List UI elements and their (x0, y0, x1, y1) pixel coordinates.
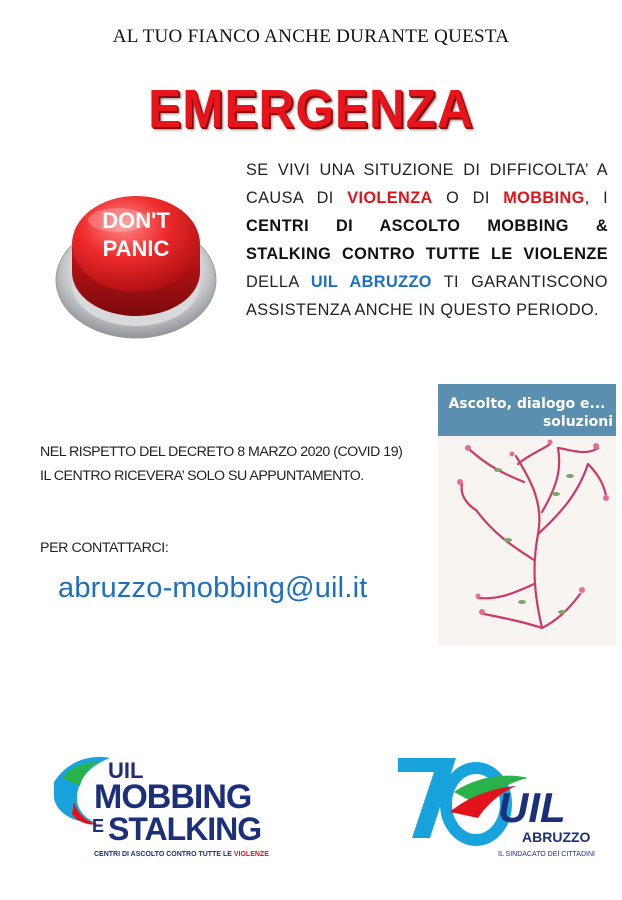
uil-mobbing-stalking-logo (48, 752, 308, 862)
keyword-mobbing: MOBBING (503, 189, 585, 207)
decree-line-1: NEL RISPETTO DEL DECRETO 8 MARZO 2020 (COVID 19) (40, 444, 403, 460)
uil-abruzzo-logo (394, 752, 606, 864)
logo-uil-text: UIL (108, 758, 144, 783)
tree-card-title-line1: Ascolto, dialogo e... (448, 396, 606, 412)
intro-text: DELLA (246, 273, 311, 291)
intro-text: O DI (432, 189, 504, 207)
button-text-line1: DON'T (102, 208, 170, 233)
intro-text: TI GARANTISCONO ASSISTENZA ANCHE IN QUESTO PERIODO. (246, 273, 608, 319)
tree-card-title-line2: soluzioni (542, 414, 614, 430)
logo-ms-tagline: CENTRI DI ASCOLTO CONTRO TUTTE LE VIOLENZE (94, 851, 269, 858)
logo-e-text: E (92, 816, 105, 836)
logo-stalking-text: STALKING (108, 811, 262, 847)
logo-uil-tagline: IL SINDACATO DEI CITTADINI (498, 851, 595, 858)
uil-abruzzo-name: UIL ABRUZZO (310, 273, 432, 291)
decree-line-2: IL CENTRO RICEVERA’ SOLO SU APPUNTAMENTO. (40, 468, 364, 484)
button-text-line2: PANIC (102, 236, 170, 261)
emergency-headline: EMERGENZA (148, 79, 474, 139)
intro-text: , I (584, 189, 608, 207)
contact-label: PER CONTATTARCI: (40, 540, 169, 556)
keyword-violenza: VIOLENZA (347, 189, 433, 207)
dont-panic-button-graphic (52, 168, 220, 346)
logo-uil-wordmark: UIL (498, 784, 566, 831)
centri-name: CENTRI DI ASCOLTO MOBBING & STALKING CONTRO TUTTE LE VIOLENZE (246, 217, 608, 263)
intro-text: SE VIVI UNA SITUZIONE DI DIFFICOLTA’ A CAUSA DI (246, 161, 608, 207)
contact-email-link[interactable]: abruzzo-mobbing@uil.it (58, 572, 368, 604)
top-heading: AL TUO FIANCO ANCHE DURANTE QUESTA (112, 26, 510, 47)
tree-illustration (438, 384, 616, 646)
logo-abruzzo-text: ABRUZZO (522, 829, 591, 845)
logo-mobbing-text: MOBBING (94, 778, 252, 816)
intro-paragraph (246, 156, 608, 324)
decree-notice (40, 440, 440, 488)
